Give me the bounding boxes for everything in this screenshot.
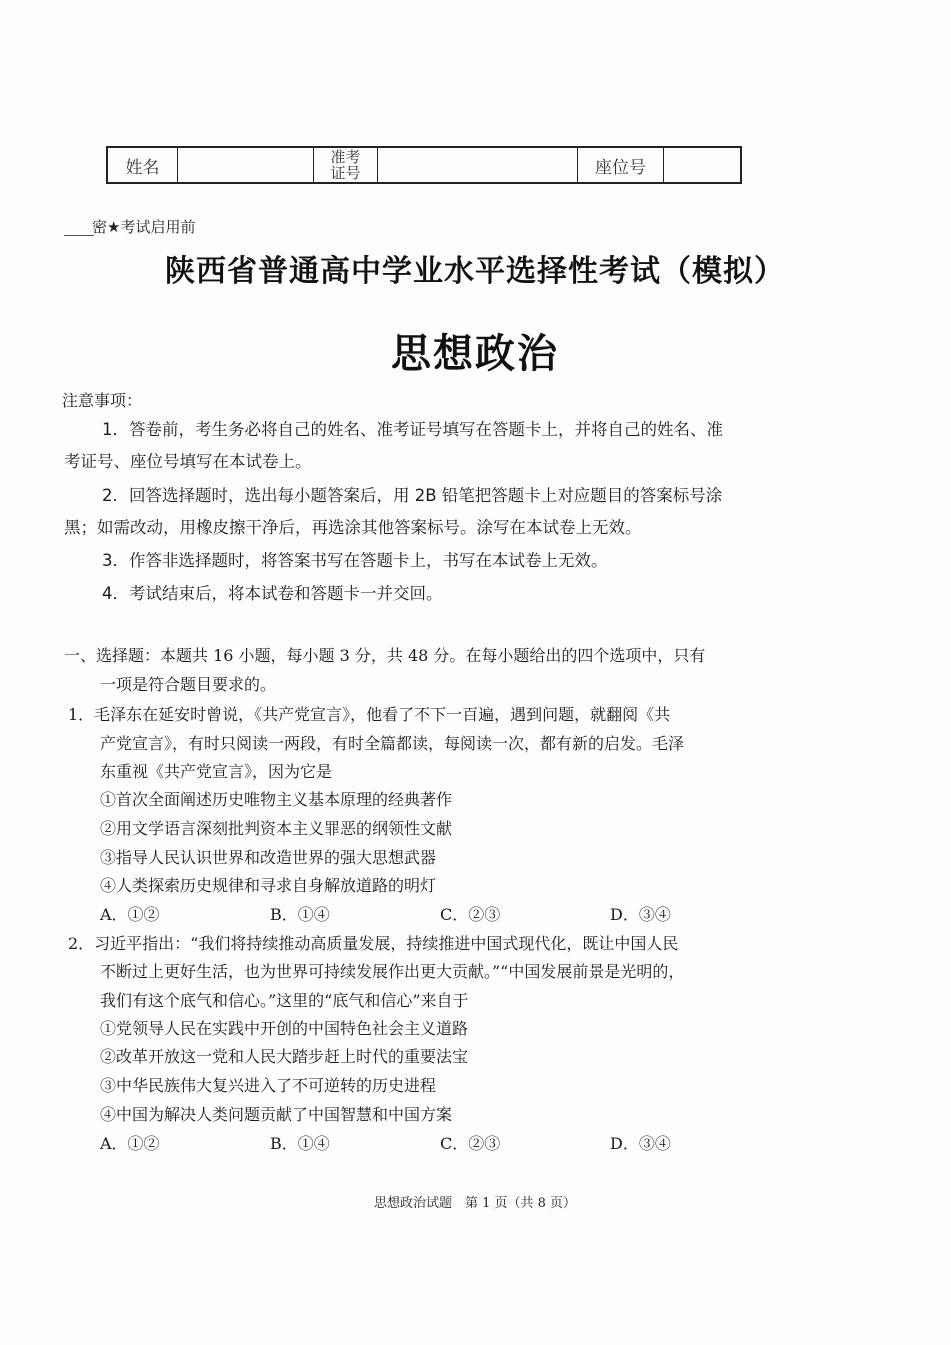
exam-id-label-line1: 准考 — [330, 148, 361, 166]
subject-title: 思想政治 — [391, 331, 559, 377]
notice-item-4: 4．考试结束后，将本试卷和答题卡一并交回。 — [102, 584, 443, 603]
q1-stem-line2: 产党宣言》，有时只阅读一两段，有时全篇都读，每阅读一次，都有新的启发。毛泽 — [100, 734, 685, 753]
q2-statement-2: ②改革开放这一党和人民大踏步赶上时代的重要法宝 — [100, 1047, 469, 1066]
q2-option-b[interactable]: B．①④ — [270, 1134, 330, 1153]
candidate-info-table — [106, 146, 742, 184]
section-heading-line1: 一、选择题：本题共 16 小题，每小题 3 分，共 48 分。在每小题给出的四个选项中，只有 — [64, 646, 706, 665]
notice-item-1a: 1．答卷前，考生务必将自己的姓名、准考证号填写在答题卡上，并将自己的姓名、准 — [102, 420, 723, 439]
q2-stem-line1: 2．习近平指出：“我们将持续推动高质量发展，持续推进中国式现代化，既让中国人民 — [68, 934, 679, 953]
name-field[interactable] — [178, 148, 314, 182]
name-label: 姓名 — [108, 148, 178, 182]
seat-field[interactable] — [664, 148, 740, 182]
q1-stem-line3: 东重视《共产党宣言》，因为它是 — [100, 762, 333, 781]
q2-stem-line3: 我们有这个底气和信心。”这里的“底气和信心”来自于 — [100, 991, 469, 1010]
seat-label: 座位号 — [578, 148, 664, 182]
notice-item-1b: 考证号、座位号填写在本试卷上。 — [64, 452, 312, 471]
exam-id-field[interactable] — [378, 148, 578, 182]
q1-statement-4: ④人类探索历史规律和寻求自身解放道路的明灯 — [100, 876, 437, 895]
q1-options — [100, 902, 780, 925]
secret-underline — [64, 235, 94, 236]
q1-statement-3: ③指导人民认识世界和改造世界的强大思想武器 — [100, 848, 437, 867]
q1-option-c[interactable]: C．②③ — [440, 905, 501, 924]
q2-option-c[interactable]: C．②③ — [440, 1134, 501, 1153]
secret-mark: 密★考试启用前 — [92, 218, 196, 236]
page-footer: 思想政治试题 第 1 页（共 8 页） — [373, 1196, 577, 1211]
q1-stem-line1: 1．毛泽东在延安时曾说，《共产党宣言》，他看了不下一百遍，遇到问题，就翻阅《共 — [68, 705, 671, 724]
q2-option-d[interactable]: D．③④ — [610, 1134, 671, 1153]
q2-statement-4: ④中国为解决人类问题贡献了中国智慧和中国方案 — [100, 1105, 453, 1124]
notice-heading: 注意事项： — [62, 391, 143, 410]
q2-statement-1: ①党领导人民在实践中开创的中国特色社会主义道路 — [100, 1019, 469, 1038]
notice-item-3: 3．作答非选择题时，将答案书写在答题卡上，书写在本试卷上无效。 — [102, 551, 608, 570]
q1-option-a[interactable]: A．①② — [100, 905, 160, 924]
q2-option-a[interactable]: A．①② — [100, 1134, 160, 1153]
exam-title: 陕西省普通高中学业水平选择性考试（模拟） — [165, 254, 785, 289]
exam-id-label-line2: 证号 — [330, 164, 361, 182]
exam-id-label — [314, 148, 378, 182]
notice-item-2b: 黑；如需改动，用橡皮擦干净后，再选涂其他答案标号。涂写在本试卷上无效。 — [64, 518, 642, 537]
q2-stem-line2: 不断过上更好生活，也为世界可持续发展作出更大贡献。”“中国发展前景是光明的， — [100, 962, 685, 981]
q1-statement-2: ②用文学语言深刻批判资本主义罪恶的纲领性文献 — [100, 819, 453, 838]
q2-statement-3: ③中华民族伟大复兴进入了不可逆转的历史进程 — [100, 1076, 437, 1095]
q1-option-d[interactable]: D．③④ — [610, 905, 671, 924]
q2-options — [100, 1131, 780, 1154]
notice-item-2a: 2．回答选择题时，选出每小题答案后，用 2B 铅笔把答题卡上对应题目的答案标号涂 — [102, 486, 723, 505]
q1-option-b[interactable]: B．①④ — [270, 905, 330, 924]
q1-statement-1: ①首次全面阐述历史唯物主义基本原理的经典著作 — [100, 790, 453, 809]
section-heading-line2: 一项是符合题目要求的。 — [100, 675, 277, 694]
